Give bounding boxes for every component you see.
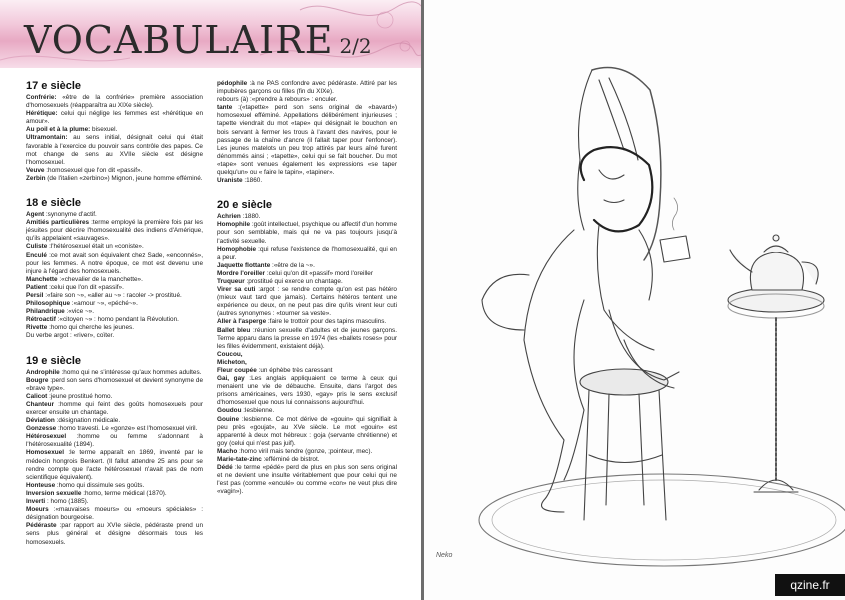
- glossary-entry: [217, 464, 397, 496]
- entry-definition: :le terme apparaît en 1869, inventé par le médecin hongrois Benkert. (Il fallut attendre 25 ans pour se rendre compte que l'acte hétérosexuel n'avait pas de nom scientifique équivalent).: [26, 449, 203, 481]
- glossary-entry: [26, 126, 203, 134]
- glossary-entry: [217, 351, 397, 359]
- entry-term: Au poil et à la plume:: [26, 126, 91, 134]
- glossary-entry: [26, 393, 203, 401]
- entry-term: Enculé: [26, 251, 47, 259]
- glossary-entry: [217, 318, 397, 326]
- entry-term: Culiste: [26, 243, 48, 251]
- glossary-entry: [26, 316, 203, 324]
- entry-definition: :homme ou femme s'adonnant à l'hétérosexualité (1894).: [26, 433, 203, 449]
- entry-term: Achrien: [217, 213, 241, 221]
- glossary-entry: [217, 448, 397, 456]
- entry-definition: :Les anglais appliquaient ce terme à ceux qui menaient une vie de débauche. Ensuite, dans l'argot des prisons américaines, vers 1930, «gay» pris le sens exclusif d'homosexuel que nous lui connaissons aujourd'hui.: [217, 375, 397, 407]
- entry-term: Chanteur: [26, 400, 55, 408]
- entry-term: Rivette: [26, 324, 48, 332]
- entry-definition: :homo viril mais tendre (gonze, ;pointeur, mec).: [237, 447, 373, 455]
- glossary-entry: [217, 246, 397, 262]
- glossary-entry: [26, 243, 203, 251]
- entry-term: Philosophique: [26, 300, 71, 308]
- entry-list: [26, 94, 203, 183]
- entry-definition: : homo (1885).: [45, 498, 89, 506]
- entry-term: Inversion sexuelle: [26, 489, 82, 497]
- glossary-entry: [26, 369, 203, 377]
- glossary-entry: [217, 221, 397, 245]
- entry-definition: :ce mot avait son équivalent chez Sade, «enconnés», pour les femmes. A notre époque, ce mot est devenu une injure à l'égard des homosexuels.: [26, 251, 203, 275]
- entry-term: Veuve: [26, 166, 45, 174]
- text-column-left: [26, 80, 203, 547]
- entry-term: Patient: [26, 283, 48, 291]
- entry-definition: :l'hétérosexuel était un «coniste».: [47, 243, 144, 251]
- glossary-entry: [26, 292, 203, 300]
- entry-definition: :«amour ~», «péché~».: [70, 300, 138, 308]
- entry-definition: :celui qu'on dit «passif» mord l'oreiller: [265, 269, 373, 277]
- glossary-entry: [26, 134, 203, 166]
- entry-definition: :homme qui feint des goûts homosexuels pour exercer ensuite un chantage.: [26, 400, 203, 416]
- entry-term: Amitiés particulières: [26, 219, 90, 227]
- title-banner: [0, 0, 421, 68]
- glossary-entry: [26, 175, 203, 183]
- entry-term: Calicot: [26, 392, 48, 400]
- entry-definition: :«être de la ~».: [270, 261, 315, 269]
- glossary-entry: [26, 506, 203, 522]
- entry-definition: :«vice ~».: [64, 308, 95, 316]
- entry-term: Jaquette flottante: [217, 261, 271, 269]
- entry-term: Inverti: [26, 498, 46, 506]
- entry-definition: :«faire son ~», «aller au ~» : racoler -> prostitué.: [43, 291, 182, 299]
- entry-term: Manchette: [26, 275, 58, 283]
- left-page: [0, 0, 421, 600]
- artist-signature: Neko: [436, 552, 453, 559]
- entry-definition: :homo, terme médical (1870).: [81, 489, 167, 497]
- entry-list: [217, 80, 397, 185]
- entry-term: Gonzesse: [26, 425, 57, 433]
- entry-definition: :homo travesti. Le «gonze» est l'homosexuel viril.: [56, 425, 198, 433]
- glossary-entry: [217, 416, 397, 448]
- entry-definition: :efféminé de bistrot.: [261, 456, 320, 464]
- page-title: [24, 18, 372, 62]
- glossary-entry: [26, 252, 203, 276]
- entry-definition: :«citoyen ~» : homo pendant la Révolution.: [55, 316, 179, 324]
- entry-definition: (de l'italien «zerbino») Mignon, jeune homme efféminé.: [45, 174, 203, 182]
- glossary-entry: [26, 300, 203, 308]
- section-heading: 17 e siècle: [26, 80, 82, 92]
- entry-term: Gai, gay: [217, 375, 245, 383]
- entry-definition: :désignation médicale.: [54, 417, 121, 425]
- entry-definition: :réunion sexuelle d'adultes et de jeunes garçons. Terme apparu dans la presse en 1974 (les «ballets roses» pour les filles évidemment, existaient déjà).: [217, 326, 397, 350]
- entry-definition: :faire le trottoir pour des tapins masculins.: [266, 318, 387, 326]
- entry-definition: :«mauvaises moeurs» ou «moeurs spéciales» : désignation bourgeoise.: [26, 506, 203, 522]
- entry-term: Agent: [26, 211, 45, 219]
- entry-definition: :lesbienne. Ce mot dérive de «gouin» qui signifiait à peu près «goujat», au XVe siècle. Le mot «gouin» est apparenté à deux mot hébreux : goja (servante chrétienne) et goy (celui qui n'est pas juif).: [217, 415, 397, 447]
- round-rug: [479, 474, 845, 566]
- entry-term: Uraniste: [217, 177, 243, 185]
- section-heading: 19 e siècle: [26, 354, 82, 367]
- entry-term: Ultramontain:: [26, 134, 68, 142]
- entry-definition: :qui refuse l'existence de l'homosexualité, qui en a peur.: [217, 245, 397, 261]
- glossary-entry: [26, 276, 203, 284]
- glossary-entry: [26, 401, 203, 417]
- entry-term: Ballet bleu: [217, 326, 251, 334]
- illustration: [424, 0, 845, 600]
- entry-definition: :goût intellectuel, psychique ou affectif d'un homme pour son semblable, mais qui ne va pas toujours jusqu'à l'activité sexuelle.: [217, 221, 397, 245]
- glossary-entry: [26, 110, 203, 126]
- entry-term: Androphile: [26, 368, 60, 376]
- entry-definition: :terme employé la première fois par les jésuites pour décrire l'homosexualité des indiens d'Amérique, qu'ils appelaient «sauvages».: [26, 219, 203, 243]
- entry-term: Homophobie: [217, 245, 257, 253]
- entry-term: Pédéraste: [26, 522, 57, 530]
- entry-term: Hérétique:: [26, 110, 58, 118]
- page-number: 2/2: [339, 34, 372, 58]
- entry-term: tante: [217, 104, 233, 112]
- glossary-entry: [26, 94, 203, 110]
- entry-definition: bisexuel.: [90, 126, 118, 134]
- entry-definition: :perd son sens d'homosexuel et devient synonyme de «brave type».: [26, 376, 203, 392]
- stool: [580, 369, 668, 520]
- entry-term: Persil: [26, 291, 44, 299]
- glossary-entry: [26, 490, 203, 498]
- entry-term: Moeurs: [26, 506, 49, 514]
- entry-definition: :1860.: [242, 177, 263, 185]
- entry-list: [26, 211, 203, 341]
- glossary-entry: [26, 449, 203, 481]
- entry-term: Bougre: [26, 376, 49, 384]
- entry-definition: rebours (à) :«prendre à rebours» : enculer.: [217, 96, 338, 104]
- entry-term: Zerbin: [26, 174, 46, 182]
- glossary-entry: [26, 425, 203, 433]
- entry-definition: :celui que l'on dit «passif».: [47, 283, 124, 291]
- site-watermark: qzine.fr: [775, 574, 845, 596]
- entry-term: Marie-tate-zinc: [217, 456, 262, 464]
- glossary-entry: [26, 211, 203, 219]
- entry-definition: «être de la confrérie» première association d'homosexuels (réapparaîtra au XIXe siècle).: [26, 94, 203, 110]
- sitting-figure: [581, 147, 690, 388]
- glossary-entry: [26, 377, 203, 393]
- glossary-entry: [217, 375, 397, 407]
- standing-figure: [482, 68, 661, 513]
- glossary-entry: [26, 324, 203, 332]
- teapot: [730, 235, 818, 290]
- entry-term: Mordre l'oreiller: [217, 269, 266, 277]
- glossary-entry: [217, 213, 397, 221]
- entry-term: Goudou: [217, 407, 242, 415]
- entry-term: pédophile: [217, 80, 248, 87]
- entry-definition: :«chevalier de la manchette».: [57, 275, 143, 283]
- glossary-entry: [217, 262, 397, 270]
- section-heading: 20 e siècle: [217, 199, 273, 212]
- entry-term: Rétroactif: [26, 316, 56, 324]
- text-column-right: [217, 80, 397, 497]
- entry-definition: :1880.: [240, 213, 261, 221]
- glossary-entry: [217, 407, 397, 415]
- entry-definition: :homo qui ne s'intéresse qu'aux hommes adultes.: [59, 368, 202, 376]
- entry-term: Homophile: [217, 221, 251, 229]
- entry-term: Déviation: [26, 417, 55, 425]
- entry-definition: :jeune prostitué homo.: [47, 392, 113, 400]
- glossary-entry: [217, 286, 397, 318]
- glossary-entry: [217, 104, 397, 177]
- glossary-entry: [217, 359, 397, 367]
- entry-term: Virer sa cuti: [217, 286, 256, 294]
- glossary-entry: [217, 270, 397, 278]
- entry-term: Homosexuel: [26, 449, 65, 457]
- entry-list: [26, 369, 203, 547]
- entry-term: Dédé: [217, 464, 233, 472]
- entry-definition: :homosexuel que l'on dit «passif».: [44, 166, 143, 174]
- entry-term: Honteuse: [26, 481, 56, 489]
- entry-definition: Du verbe argot : «river», coïter.: [26, 332, 115, 340]
- entry-definition: :le terme «pédé» perd de plus en plus son sens original et ne devient une insulte véritablement que pour celui qui ne l'est pas (comme «enculé» ou comme «con» ne veut plus dire «vagin»).: [217, 464, 397, 496]
- entry-definition: :prostitué qui exerce un chantage.: [244, 277, 343, 285]
- glossary-entry: [26, 417, 203, 425]
- entry-definition: :lesbienne.: [241, 407, 275, 415]
- entry-term: Gouine: [217, 415, 240, 423]
- section-heading: 18 e siècle: [26, 197, 82, 210]
- entry-term: Hétérosexuel: [26, 433, 67, 441]
- entry-definition: :un éphèbe très caressant: [256, 367, 333, 374]
- entry-term: Micheton,: [217, 358, 247, 366]
- entry-term: Truqueur: [217, 277, 245, 285]
- glossary-entry: [217, 278, 397, 286]
- entry-term: Coucou,: [217, 350, 243, 358]
- glossary-entry: [217, 456, 397, 464]
- glossary-entry: [26, 332, 203, 340]
- glossary-entry: [26, 433, 203, 449]
- entry-definition: :à ne PAS confondre avec pédéraste. Attiré par les impubères garçons ou filles (fin du XIXe).: [217, 80, 397, 96]
- entry-term: Philandrique: [26, 308, 65, 316]
- entry-definition: :argot : se rendre compte qu'on est pas hétéro (mieux vaut tard que jamais). Certains hétéros tentent une expérience ou deux, on ne peut pas dire qu'ils virent leur cuti (autres synonymes : «tourner sa veste».: [217, 286, 397, 318]
- glossary-entry: [26, 167, 203, 175]
- glossary-entry: [26, 284, 203, 292]
- glossary-entry: [217, 96, 397, 104]
- glossary-entry: [26, 308, 203, 316]
- entry-term: Fleur coupée: [217, 367, 257, 374]
- entry-definition: :homo qui cherche les jeunes.: [47, 324, 134, 332]
- entry-definition: au sens initial, désignait celui qui était favorable à l'exercice du pouvoir sans contrôle des papes. Ce mot change de sens au XVIIe siècle est désigne l'homosexuel.: [26, 134, 203, 166]
- entry-term: Macho: [217, 447, 238, 455]
- entry-term: Confrérie:: [26, 94, 57, 101]
- glossary-entry: [26, 482, 203, 490]
- entry-list: [217, 213, 397, 496]
- title-text: VOCABULAIRE: [24, 18, 334, 62]
- entry-definition: :synonyme d'actif.: [44, 211, 97, 219]
- glossary-entry: [26, 219, 203, 243]
- entry-definition: :par rapport au XVIe siècle, pédéraste prend un sens plus général et désigne désormais tous les homosexuels.: [26, 522, 203, 546]
- glossary-entry: [217, 327, 397, 351]
- glossary-entry: [217, 367, 397, 375]
- entry-definition: celui qui néglige les femmes est «hérétique en amour».: [26, 110, 203, 126]
- entry-term: Aller à l'asperge: [217, 318, 267, 326]
- entry-definition: :(«tapette» perd son sens original de «bavard») homosexuel efféminé. Appellations délibérément injurieuses ; tapette viendrait du mot «tape» qui désignait le bouchon en bois servant à fermer les trous à l'avant des navires, pour le passage de la chaîne d'ancre (il fallait taper pour l'enfoncer). Les jeunes matelots un peu trop attirés par leurs aîné furent dénommés ainsi ; «tapette», celui qui se fait boucher. Du mot «tape» sont venues également les expressions «se taper quelqu'un» ou « faire le tapin», «tapiner».: [217, 104, 397, 177]
- glossary-entry: [217, 177, 397, 185]
- glossary-entry: [26, 498, 203, 506]
- glossary-entry: [217, 80, 397, 96]
- glossary-entry: [26, 522, 203, 546]
- side-table: [728, 288, 824, 312]
- entry-definition: :homo qui dissimule ses goûts.: [55, 481, 145, 489]
